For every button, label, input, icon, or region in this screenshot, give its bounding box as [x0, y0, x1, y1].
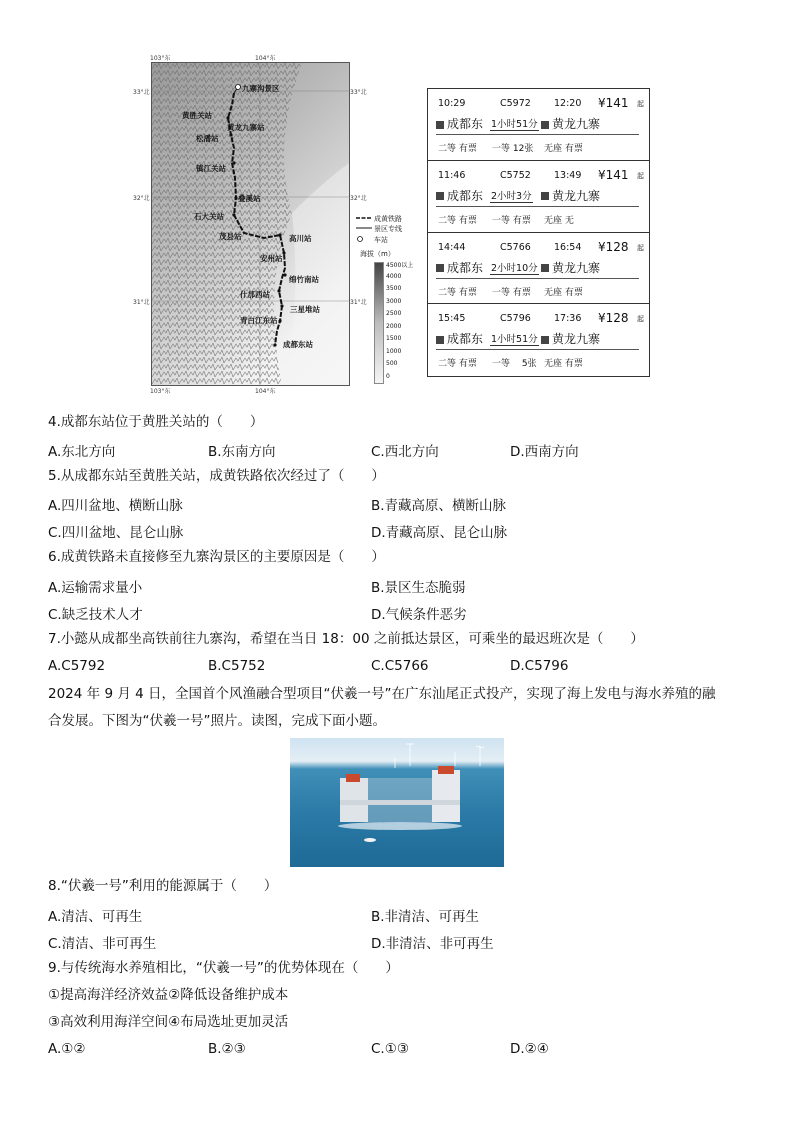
first-class-availability: 一等 有票: [492, 215, 531, 226]
price-suffix: 起: [637, 243, 644, 252]
first-class-availability: 一等 12张: [492, 144, 534, 154]
from-station-label: 成都东: [447, 332, 484, 347]
train-code: C5972: [500, 98, 531, 109]
q9-option-a[interactable]: A.①②: [48, 1041, 86, 1057]
second-class-availability: 二等 有票: [438, 144, 477, 154]
train-row[interactable]: [428, 304, 649, 376]
q9-option-c[interactable]: C.①③: [371, 1041, 409, 1057]
arrival-time: 13:49: [554, 169, 582, 181]
intro-paragraph-line2: 合发展。下图为“伏羲一号”照片。读图，完成下面小题。: [48, 713, 386, 729]
elevation-labels: [386, 260, 416, 386]
station-square-icon: [436, 192, 444, 200]
trip-duration: 2小时3分: [490, 188, 533, 203]
station-anzhou: 安州站: [260, 254, 283, 263]
to-station: [541, 259, 600, 276]
arrival-time: 17:36: [554, 313, 582, 325]
q8-option-a[interactable]: A.清洁、可再生: [48, 909, 143, 925]
station-square-icon: [436, 264, 444, 272]
departure-time: 10:29: [438, 98, 466, 109]
first-class-availability: 一等 5张: [492, 359, 537, 370]
no-seat-availability: 无座 有票: [544, 144, 583, 154]
second-class-availability: 二等 有票: [438, 287, 477, 298]
elevation-level-label: 2000: [386, 322, 402, 330]
departure-time: 14:44: [438, 241, 466, 253]
second-class-availability: 二等 有票: [438, 359, 477, 370]
row-divider: [436, 206, 639, 207]
q4-stem: 4.成都东站位于黄胜关站的（ ）: [48, 414, 264, 430]
station-gaochuan: 高川站: [289, 234, 312, 243]
lat-label-33-right: 33°北: [350, 89, 367, 96]
price-suffix: 起: [637, 171, 644, 180]
arrival-time: 16:54: [554, 241, 582, 253]
to-station-label: 黄龙九寨: [552, 332, 601, 347]
departure-time: 11:46: [438, 169, 466, 181]
station-chengdudong: 成都东站: [283, 340, 313, 349]
departure-time: 15:45: [438, 313, 466, 325]
elevation-level-label: 2500: [386, 310, 402, 317]
q7-option-c[interactable]: C.C5766: [371, 658, 429, 674]
q4-option-b[interactable]: B.东南方向: [208, 444, 276, 460]
q8-option-d[interactable]: D.非清洁、非可再生: [371, 936, 494, 952]
legend-scenic-line: 景区专线: [374, 225, 402, 233]
q5-option-a[interactable]: A.四川盆地、横断山脉: [48, 498, 183, 514]
q9-option-d[interactable]: D.②④: [510, 1041, 549, 1057]
ticket-price: ¥128: [598, 239, 629, 254]
price-suffix: 起: [637, 315, 644, 324]
train-row[interactable]: [428, 89, 649, 161]
legend-symbols: [354, 214, 374, 248]
elevation-level-label: 1500: [386, 335, 402, 342]
elevation-level-label: 1000: [386, 347, 402, 355]
station-square-icon: [436, 121, 444, 129]
station-square-icon: [436, 336, 444, 344]
intro-paragraph-line1: 2024 年 9 月 4 日，全国首个风渔融合型项目“伏羲一号”在广东汕尾正式投产，实现了海上发电与海水养殖的融: [48, 686, 716, 702]
q5-option-b[interactable]: B.青藏高原、横断山脉: [371, 498, 507, 514]
q5-option-d[interactable]: D.青藏高原、昆仑山脉: [371, 525, 508, 541]
legend-elevation-title: 海拔（m）: [360, 250, 395, 258]
train-code: C5766: [500, 241, 531, 253]
lat-label-31-right: 31°北: [350, 299, 367, 306]
lat-label-33-left: 33°北: [133, 89, 150, 96]
elevation-level-label: 500: [386, 360, 398, 367]
station-zhenjiangguan: 镇江关站: [196, 164, 226, 173]
elevation-level-label: 4500以上: [386, 262, 414, 269]
lon-label-bottom-right: 104°东: [255, 388, 276, 395]
from-station-label: 成都东: [447, 260, 484, 275]
q8-stem: 8.“伏羲一号”利用的能源属于（ ）: [48, 878, 278, 894]
elevation-scale-bar: [374, 262, 384, 384]
no-seat-availability: 无座 有票: [544, 287, 583, 298]
station-square-icon: [541, 192, 549, 200]
station-sanxingdui: 三星堆站: [290, 305, 320, 314]
elevation-level-label: 4000: [386, 272, 402, 280]
from-station-label: 成都东: [447, 188, 484, 203]
q6-stem: 6.成黄铁路未直接修至九寨沟景区的主要原因是（ ）: [48, 549, 385, 565]
q5-stem: 5.从成都东站至黄胜关站，成黄铁路依次经过了（ ）: [48, 468, 385, 484]
first-class-availability: 一等 有票: [492, 287, 531, 298]
from-station: [436, 187, 483, 204]
ticket-price: ¥128: [598, 311, 629, 326]
q7-option-d[interactable]: D.C5796: [510, 658, 569, 674]
station-square-icon: [541, 336, 549, 344]
no-seat-availability: 无座 有票: [544, 359, 583, 370]
q6-option-b[interactable]: B.景区生态脆弱: [371, 580, 466, 596]
train-schedule-table: [427, 88, 650, 377]
q6-option-a[interactable]: A.运输需求量小: [48, 580, 143, 596]
q6-option-c[interactable]: C.缺乏技术人才: [48, 607, 143, 623]
fuxi-one-photo: [290, 738, 504, 867]
row-divider: [436, 349, 639, 350]
to-station: [541, 187, 600, 204]
lon-label-top-left: 103°东: [150, 55, 171, 62]
station-qingbaijiangdong: 青白江东站: [240, 316, 278, 325]
q9-statements-line1: ①提高海洋经济效益②降低设备维护成本: [48, 987, 289, 1003]
station-songpan: 松潘站: [196, 134, 219, 143]
to-station-label: 黄龙九寨: [552, 117, 601, 131]
row-divider: [436, 134, 639, 135]
lon-label-bottom-left: 103°东: [150, 388, 171, 395]
legend-railway: 成黄铁路: [374, 215, 402, 223]
price-suffix: 起: [637, 100, 644, 108]
to-station-label: 黄龙九寨: [552, 188, 601, 203]
elevation-level-label: 3000: [386, 297, 402, 305]
q9-stem: 9.与传统海水养殖相比，“伏羲一号”的优势体现在（ ）: [48, 960, 399, 976]
second-class-availability: 二等 有票: [438, 215, 477, 226]
station-huanglong: 黄龙九寨站: [227, 123, 265, 132]
station-square-icon: [541, 264, 549, 272]
station-mianzhunan: 绵竹南站: [289, 275, 319, 284]
railway-terrain-map: [151, 62, 350, 386]
q6-option-d[interactable]: D.气候条件恶劣: [371, 607, 467, 623]
station-huangshengguan: 黄胜关站: [182, 111, 212, 120]
from-station-label: 成都东: [447, 117, 484, 131]
station-shifangxi: 什邡西站: [240, 290, 270, 299]
trip-duration: 1小时51分: [490, 331, 539, 346]
q9-statements-line2: ③高效利用海洋空间④布局选址更加灵活: [48, 1014, 289, 1030]
from-station: [436, 115, 483, 132]
lat-label-32-right: 32°北: [350, 195, 367, 202]
q5-option-c[interactable]: C.四川盆地、昆仑山脉: [48, 525, 184, 541]
to-station-label: 黄龙九寨: [552, 260, 601, 275]
station-jiuzhaigou: 九寨沟景区: [242, 84, 280, 93]
fish-farm-platform-illustration: [290, 738, 504, 867]
lat-label-32-left: 32°北: [133, 195, 150, 202]
trip-duration: 2小时10分: [490, 260, 539, 275]
train-row[interactable]: [428, 233, 649, 305]
no-seat-availability: 无座 无: [544, 215, 574, 226]
q7-option-a[interactable]: A.C5792: [48, 658, 106, 674]
row-divider: [436, 278, 639, 279]
elevation-level-label: 3500: [386, 285, 402, 292]
station-shidaguan: 石大关站: [194, 212, 224, 221]
q4-option-a[interactable]: A.东北方向: [48, 444, 116, 460]
train-code: C5796: [500, 313, 531, 325]
ticket-price: ¥141: [598, 96, 629, 110]
trip-duration: 1小时51分: [490, 116, 539, 131]
station-maoxian: 茂县站: [219, 232, 242, 241]
ticket-price: ¥141: [598, 167, 629, 182]
lat-label-31-left: 31°北: [133, 299, 150, 306]
q9-option-b[interactable]: B.②③: [208, 1041, 246, 1057]
elevation-level-label: 0: [386, 372, 390, 380]
q7-stem: 7.小懿从成都坐高铁前往九寨沟，希望在当日 18：00 之前抵达景区，可乘坐的最迟班次是（ ）: [48, 631, 644, 647]
from-station: [436, 259, 483, 276]
train-code: C5752: [500, 169, 531, 181]
lon-label-top-right: 104°东: [255, 55, 276, 62]
q4-option-c[interactable]: C.西北方向: [371, 444, 439, 460]
q7-option-b[interactable]: B.C5752: [208, 658, 266, 674]
station-diexi: 叠溪站: [238, 194, 261, 203]
to-station: [541, 115, 600, 132]
station-square-icon: [541, 121, 549, 129]
arrival-time: 12:20: [554, 98, 582, 109]
q4-option-d[interactable]: D.西南方向: [510, 444, 579, 460]
train-row[interactable]: [428, 161, 649, 233]
q8-option-c[interactable]: C.清洁、非可再生: [48, 936, 157, 952]
from-station: [436, 330, 483, 347]
legend-station: 车站: [374, 236, 388, 244]
to-station: [541, 330, 600, 347]
q8-option-b[interactable]: B.非清洁、可再生: [371, 909, 480, 925]
